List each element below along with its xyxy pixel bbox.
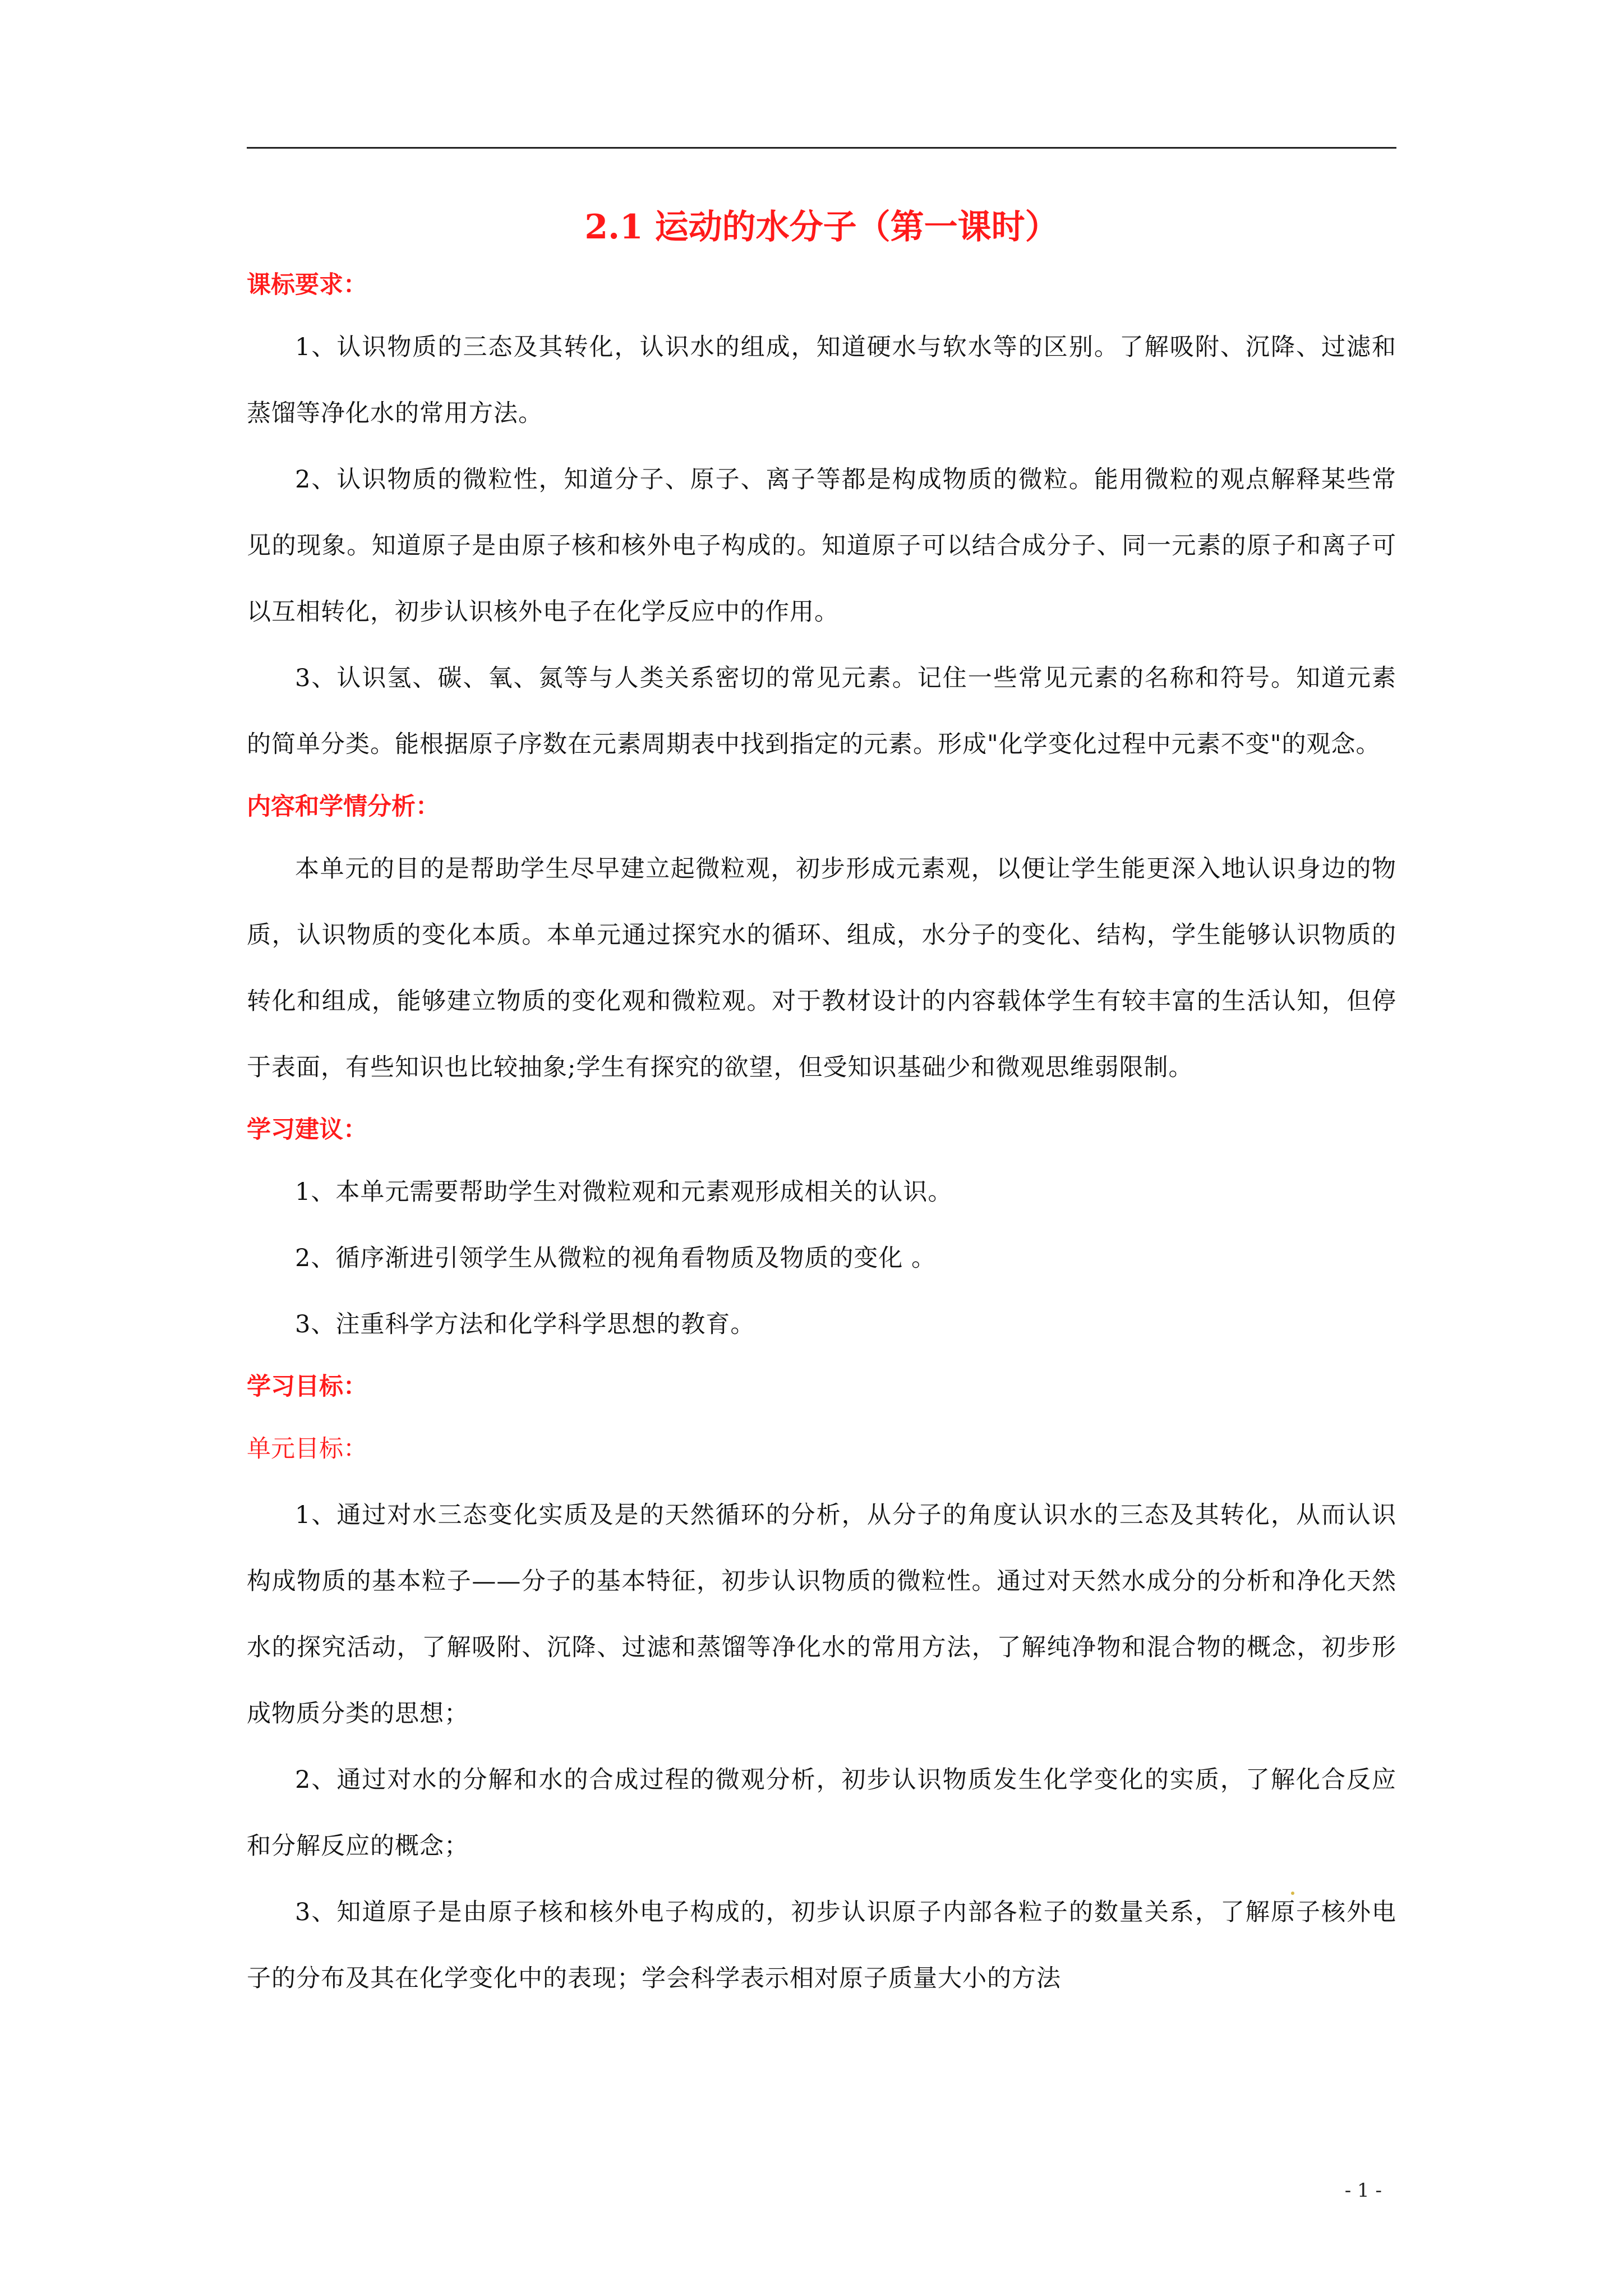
paragraph: 2、认识物质的微粒性，知道分子、原子、离子等都是构成物质的微粒。能用微粒的观点解释某些常见的现象。知道原子是由原子核和核外电子构成的。知道原子可以结合成分子、同一元素的原子和离子可以互相转化，初步认识核外电子在化学反应中的作用。: [247, 466, 1396, 626]
section-heading-mubiao: 学习目标：: [247, 1373, 367, 1401]
section-heading-kebiao: 课标要求：: [247, 271, 367, 299]
page-number: - 1 -: [1344, 2179, 1382, 2202]
paragraph: 本单元的目的是帮助学生尽早建立起微粒观，初步形成元素观，以便让学生能更深入地认识身边的物质，认识物质的变化本质。本单元通过探究水的循环、组成，水分子的变化、结构，学生能够认识物质的转化和组成，能够建立物质的变化观和微粒观。对于教材设计的内容载体学生有较丰富的生活认知，但停于表面，有些知识也比较抽象;学生有探究的欲望，但受知识基础少和微观思维弱限制。: [247, 855, 1396, 1082]
paragraph: 2、循序渐进引领学生从微粒的视角看物质及物质的变化 。: [295, 1244, 937, 1272]
paragraph: 3、认识氢、碳、氧、氮等与人类关系密切的常见元素。记住一些常见元素的名称和符号。知道元素的简单分类。能根据原子序数在元素周期表中找到指定的元素。形成"化学变化过程中元素不变"的观念。: [247, 664, 1396, 758]
section-heading-jianyi: 学习建议：: [247, 1116, 367, 1144]
paragraph: 1、本单元需要帮助学生对微粒观和元素观形成相关的认识。: [295, 1178, 953, 1206]
paragraph: 3、知道原子是由原子核和核外电子构成的，初步认识原子内部各粒子的数量关系，了解原子核外电子的分布及其在化学变化中的表现；学会科学表示相对原子质量大小的方法: [247, 1898, 1396, 1993]
paragraph: 2、通过对水的分解和水的合成过程的微观分析，初步认识物质发生化学变化的实质，了解化合反应和分解反应的概念；: [247, 1766, 1396, 1860]
subsection-heading-unit-goals: 单元目标：: [247, 1435, 367, 1463]
section-heading-neirong: 内容和学情分析：: [247, 793, 440, 821]
document-content: [247, 202, 1396, 2012]
paragraph: 1、认识物质的三态及其转化，认识水的组成，知道硬水与软水等的区别。了解吸附、沉降、过滤和蒸馏等净化水的常用方法。: [247, 333, 1396, 427]
ink-speck: [1291, 1892, 1294, 1895]
document-title: 2.1 运动的水分子（第一课时）: [584, 208, 1059, 247]
paragraph: 1、通过对水三态变化实质及是的天然循环的分析，从分子的角度认识水的三态及其转化，从而认识构成物质的基本粒子——分子的基本特征，初步认识物质的微粒性。通过对天然水成分的分析和净化天然水的探究活动，了解吸附、沉降、过滤和蒸馏等净化水的常用方法，了解纯净物和混合物的概念，初步形成物质分类的思想；: [247, 1501, 1396, 1728]
paragraph: 3、注重科学方法和化学科学思想的教育。: [295, 1310, 755, 1338]
header-rule: [247, 147, 1396, 149]
